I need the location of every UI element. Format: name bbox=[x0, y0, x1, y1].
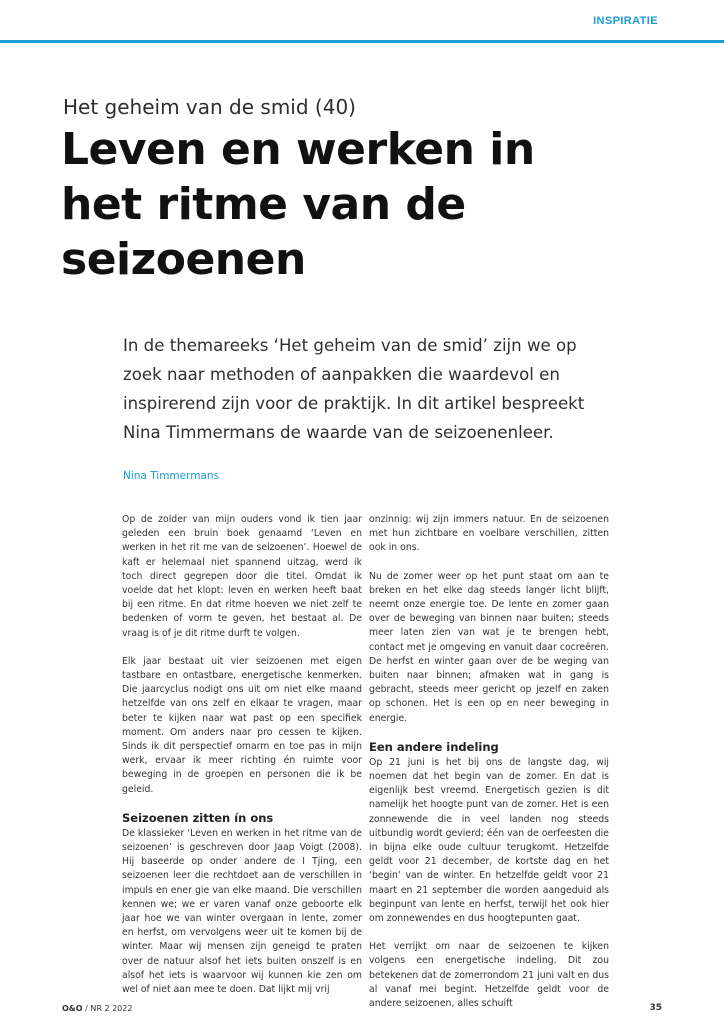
subheading: Seizoenen zitten ín ons bbox=[122, 810, 274, 825]
article-intro: In de themareeks ‘Het geheim van de smid’ zijn we op zoek naar methoden of aanpakken die waardevol en inspirerend zijn voor de praktijk. In dit artikel bespreekt Nina Timmermans de waarde van de seizoenenleer. bbox=[123, 336, 585, 442]
body-paragraph: Op de zolder van mijn ouders vond ik tien jaar geleden een bruin boek genaamd ‘Leven en werken in het rit me van de seizoenen’. Hoewel de kaft er helemaal niet spannend uitzag, werd ik toch direct gegrepen door die titel. Omdat ik voelde dat het klopt: leven en werken heeft baat bij een ritme. En dat ritme hoeven we niet zelf te bedenken of vorm te geven, het bestaat al. De vraag is of je dit ritme durft te volgen. bbox=[122, 514, 362, 639]
section-label: INSPIRATIE bbox=[593, 15, 658, 27]
series-title: Het geheim van de smid (40) bbox=[63, 95, 356, 119]
footer-publication bbox=[62, 1004, 132, 1013]
body-column-right bbox=[369, 513, 609, 1011]
issue-number: / NR 2 2022 bbox=[82, 1004, 133, 1013]
author-name: Nina Timmermans bbox=[123, 470, 220, 482]
body-paragraph: onzinnig: wij zijn immers natuur. En de seizoenen met hun zichtbare en voelbare verschillen, zitten ook in ons. bbox=[369, 514, 609, 554]
body-paragraph: Elk jaar bestaat uit vier seizoenen met eigen tastbare en ontastbare, energetische kenmerken. Die jaarcyclus nodigt ons uit om niet elke maand hetzelfde van ons zelf en elkaar te vragen, maar beter te kijken naar wat past op een specifiek moment. Om anders naar pro cessen te kijken. Sinds ik dit perspectief omarm en toe pas in mijn werk, ervaar ik meer richting én ruimte voor beweging in de groepen en personen die ik be geleid. bbox=[122, 655, 362, 795]
article-title: Leven en werken in het ritme van de seizoenen bbox=[61, 124, 535, 285]
body-paragraph: De klassieker ‘Leven en werken in het ritme van de seizoenen’ is geschreven door Jaap Voigt (2008). Hij baseerde op onder andere de I Tjing, een seizoenen leer die rechtdoet aan de verschillen in impuls en ener gie van elke maand. Die verschillen kennen we; we er varen vanaf onze geboorte elk jaar hoe we van winter overgaan in lente, zomer en herfst, om vervolgens weer uit te komen bij de winter. Maar wij mensen zijn geneigd te praten over de natuur alsof het iets buiten onszelf is en alsof het iets is waarvoor wij kunnen kie zen om wel of niet aan mee te doen. Dat lijkt mij vrij bbox=[122, 827, 362, 996]
page-number: 35 bbox=[649, 1003, 662, 1013]
body-column-left bbox=[122, 513, 362, 997]
body-paragraph: Nu de zomer weer op het punt staat om aan te breken en het elke dag steeds langer licht blijft, neemt onze energie toe. De lente en zomer gaan over de beweging van binnen naar buiten; steeds meer laten zien van wat je te brengen hebt, contact met je omgeving en vanuit daar cocreëren. De herfst en winter gaan over de be weging van buiten naar binnen; afmaken wat in gang is gebracht, steeds meer gericht op jezelf en zaken op schonen. Het is een op en neer beweging in energie. bbox=[369, 570, 609, 724]
body-paragraph: Het verrijkt om naar de seizoenen te kijken volgens een energetische indeling. Dit zou betekenen dat de zomerrondom 21 juni valt en dus al vanaf mei begint. Hetzelfde geldt voor de andere seizoenen, alles schuift bbox=[369, 941, 609, 1010]
header-rule bbox=[0, 40, 724, 43]
subheading: Een andere indeling bbox=[369, 739, 499, 754]
body-paragraph: Op 21 juni is het bij ons de langste dag, wij noemen dat het begin van de zomer. En dat is eigenlijk best vreemd. Energetisch gezien is dit namelijk het hoogte punt van de zomer. Het is een zonnewende die in veel landen nog steeds uitbundig wordt gevierd; één van de oerfeesten die in bijna elke oude cultuur terugkomt. Hetzelfde geldt voor 21 december, de kortste dag en het ‘begin’ van de winter. En hetzelfde geldt voor 21 maart en 21 september die worden aangeduid als beginpunt van lente en herfst, terwijl het ook hier om zonnewendes en dus hoogtepunten gaat. bbox=[369, 756, 609, 925]
magazine-name: O&O bbox=[62, 1004, 83, 1013]
